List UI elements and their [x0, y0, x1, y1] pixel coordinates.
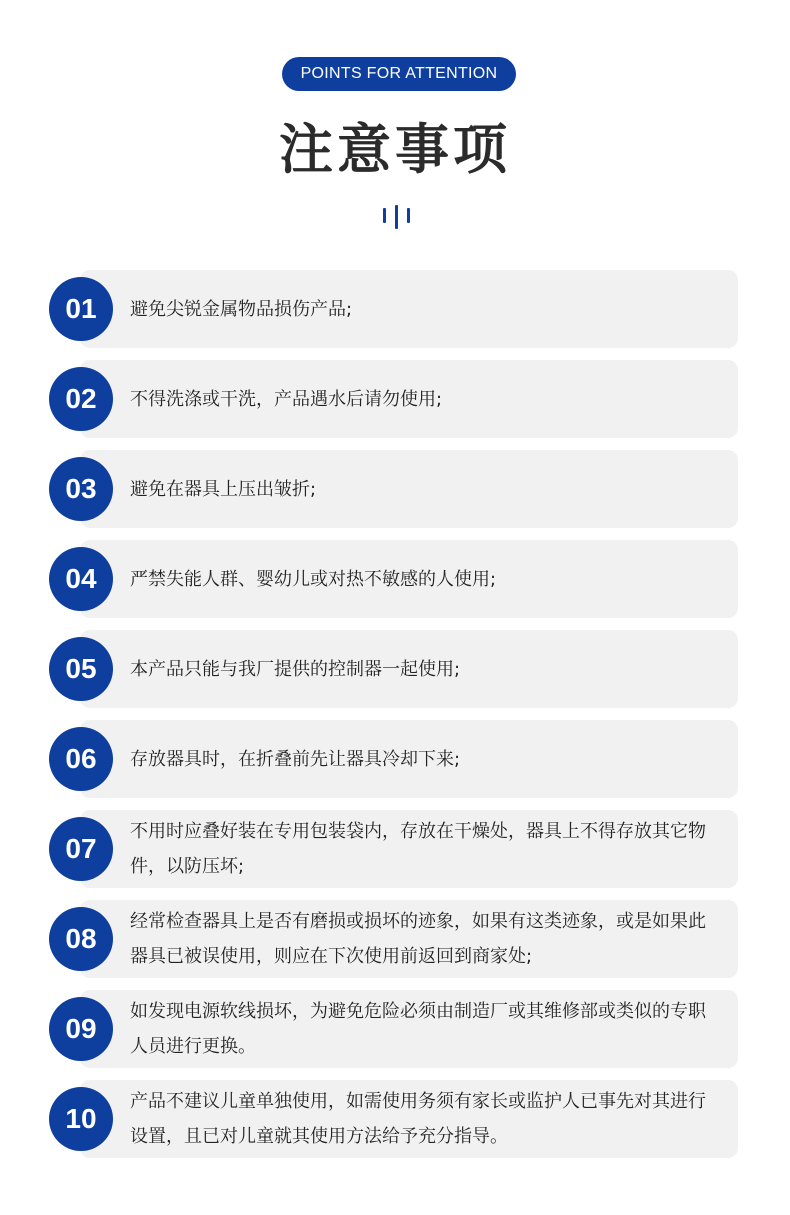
note-text-content: 如发现电源软线损坏，为避免危险必须由制造厂或其维修部或类似的专职人员进行更换。	[130, 1001, 706, 1057]
note-item	[0, 540, 790, 630]
note-number-badge: 09	[49, 997, 113, 1061]
note-number-badge: 05	[49, 637, 113, 701]
note-text-content: 不得洗涤或干洗，产品遇水后请勿使用;	[130, 388, 443, 410]
header-badge: POINTS FOR ATTENTION	[282, 57, 516, 91]
note-text-content: 避免在器具上压出皱折;	[130, 478, 317, 500]
note-number-badge: 06	[49, 727, 113, 791]
note-number-badge: 02	[49, 367, 113, 431]
note-number-badge: 10	[49, 1087, 113, 1151]
note-text	[130, 900, 720, 978]
note-text	[130, 270, 720, 348]
note-item	[0, 1080, 790, 1170]
note-item	[0, 810, 790, 900]
note-item	[0, 360, 790, 450]
note-text	[130, 720, 720, 798]
note-item	[0, 450, 790, 540]
note-text	[130, 630, 720, 708]
note-item	[0, 990, 790, 1080]
note-number-badge: 03	[49, 457, 113, 521]
note-text-content: 避免尖锐金属物品损伤产品;	[130, 298, 353, 320]
note-item	[0, 900, 790, 990]
note-text-content: 本产品只能与我厂提供的控制器一起使用;	[130, 658, 461, 680]
page-title: 注意事项	[279, 118, 511, 181]
note-number-badge: 07	[49, 817, 113, 881]
note-item	[0, 720, 790, 810]
note-item	[0, 630, 790, 720]
note-text-content: 经常检查器具上是否有磨损或损坏的迹象，如果有这类迹象，或是如果此器具已被误使用，则应在下次使用前返回到商家处;	[130, 911, 706, 967]
note-text-content: 存放器具时，在折叠前先让器具冷却下来;	[130, 748, 461, 770]
note-number-badge: 08	[49, 907, 113, 971]
note-text	[130, 1080, 720, 1158]
note-text	[130, 990, 720, 1068]
note-text	[130, 450, 720, 528]
note-item	[0, 270, 790, 360]
note-text	[130, 360, 720, 438]
note-text	[130, 540, 720, 618]
note-text-content: 不用时应叠好装在专用包装袋内，存放在干燥处，器具上不得存放其它物件，以防压坏;	[130, 821, 706, 877]
note-text-content: 产品不建议儿童单独使用，如需使用务须有家长或监护人已事先对其进行设置，且已对儿童就其使用方法给予充分指导。	[130, 1091, 706, 1147]
note-number-badge: 04	[49, 547, 113, 611]
note-text	[130, 810, 720, 888]
note-text-content: 严禁失能人群、婴幼儿或对热不敏感的人使用;	[130, 568, 497, 590]
note-number-badge: 01	[49, 277, 113, 341]
